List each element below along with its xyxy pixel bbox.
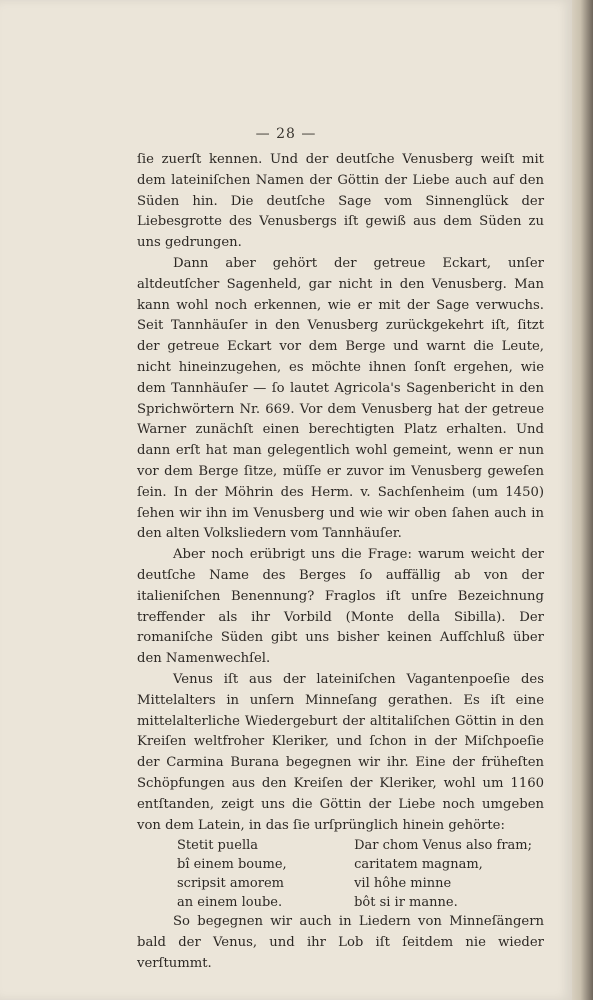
poem-line: scripsit amorem — [177, 876, 284, 892]
page-body — [137, 150, 544, 975]
poem-left-column — [177, 836, 287, 912]
paragraph-1: ſie zuerſt kennen. Und der deutſche Venusberg weiſt mit dem lateiniſchen Namen der Göttin der Liebe auch auf den Süden hin. Die deutſche Sage vom Sinnenglück der Liebesgrotte des Venusbergs iſt gewiß aus dem Süden zu uns gedrungen. — [137, 152, 544, 251]
poem-line: bôt si ir manne. — [354, 895, 458, 911]
poem-line: vil hôhe minne — [354, 876, 452, 892]
page-number: — 28 — — [255, 126, 317, 142]
poem-line: an einem loube. — [177, 895, 283, 911]
poem-line: bî einem boume, — [177, 857, 287, 873]
page-edge — [572, 0, 593, 1000]
poem-line: Stetit puella — [177, 838, 259, 854]
poem-block — [177, 836, 532, 912]
paragraph-3: Aber noch erübrigt uns die Frage: warum weicht der deutſche Name des Berges ſo auffällig ab von der italieniſchen Benennung? Fraglos iſt unſre Bezeichnung treffender als ihr Vorbild (Monte della Sibilla). Der romaniſche Süden gibt uns bisher keinen Aufſchluß über den Namenwechſel. — [137, 547, 544, 667]
paragraph-2: Dann aber gehört der getreue Eckart, unſer altdeutſcher Sagenheld, gar nicht in den Venusberg. Man kann wohl noch erkennen, wie er mit der Sage verwuchs. Seit Tannhäuſer in den Venusberg zurückgekehrt iſt, ſitzt der getreue Eckart vor dem Berge und warnt die Leute, nicht hineinzugehen, es möchte ihnen ſonſt ergehen, wie dem Tannhäuſer — ſo lautet Agricola's Sagenbericht in den Sprichwörtern Nr. 669. Vor dem Venusberg hat der getreue Warner zunächſt einen berechtigten Platz erhalten. Und dann erſt hat man gelegentlich wohl gemeint, wenn er nun vor dem Berge ſitze, müſſe er zuvor im Venusberg geweſen ſein. In der Möhrin des Herm. v. Sachſenheim (um 1450) ſehen wir ihn im Venusberg und wie wir oben ſahen auch in den alten Volksliedern vom Tannhäuſer. — [137, 255, 544, 542]
poem-line: Dar chom Venus also fram; — [354, 838, 532, 854]
poem-line: caritatem magnam, — [354, 857, 483, 873]
paragraph-5: So begegnen wir auch in Liedern von Minneſängern bald der Venus, und ihr Lob iſt ſeitdem nie wieder verſtummt. — [137, 914, 544, 971]
poem-right-column — [354, 836, 532, 912]
paragraph-4: Venus iſt aus der lateiniſchen Vagantenpoeſie des Mittelalters in unſern Minneſang gerathen. Es iſt eine mittelalterliche Wiedergeburt der altitaliſchen Göttin in den Kreiſen weltfroher Kleriker, und ſchon in der Miſchpoeſie der Carmina Burana begegnen wir ihr. Eine der früheſten Schöpfungen aus den Kreiſen der Kleriker, wohl um 1160 entſtanden, zeigt uns die Göttin der Liebe noch umgeben von dem Latein, in das ſie urſprünglich hinein gehörte: — [137, 671, 544, 833]
